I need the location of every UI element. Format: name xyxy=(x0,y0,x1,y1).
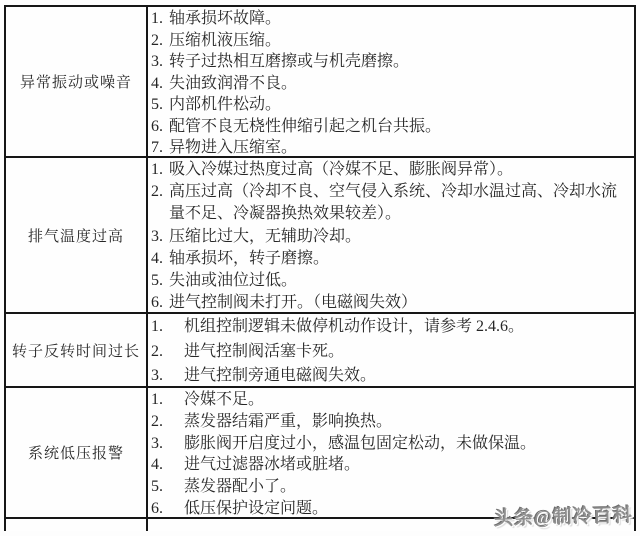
cause-item xyxy=(151,270,632,292)
cause-number: 3. xyxy=(151,53,163,70)
cause-list-cell xyxy=(148,314,634,386)
cause-item xyxy=(151,137,632,156)
cause-item xyxy=(151,8,632,30)
cause-item xyxy=(151,433,632,455)
cause-item xyxy=(151,51,632,73)
fault-category-cell xyxy=(6,388,148,517)
watermark-toutiao: 头条@制冷百科 xyxy=(494,505,634,530)
cause-list-cell xyxy=(148,388,634,517)
cause-text: 进气控制阀活塞卡死。 xyxy=(184,342,345,360)
cause-number: 6. xyxy=(151,499,163,517)
cause-text: 内部机件松动。 xyxy=(169,96,282,113)
cause-text: 高压过高（冷却不良、空气侵入系统、冷却水温过高、冷却水流量不足、冷凝器换热效果较差）。 xyxy=(169,183,618,223)
cause-number: 2. xyxy=(151,183,163,201)
cause-list-cell xyxy=(148,7,634,156)
cause-text: 进气控制旁通电磁阀失效。 xyxy=(184,367,377,384)
cause-number: 3. xyxy=(151,227,163,245)
fault-category-label: 系统低压报警 xyxy=(27,446,124,462)
cause-item xyxy=(151,340,632,365)
cause-item xyxy=(151,226,632,248)
cause-text: 冷媒不足。 xyxy=(184,391,265,408)
cause-text: 膨胀阀开启度过小，感温包固定松动，未做保温。 xyxy=(184,434,537,452)
fault-category-cell xyxy=(6,314,148,386)
cause-text: 蒸发器结霜严重，影响换热。 xyxy=(184,412,393,430)
cause-item xyxy=(151,364,632,386)
table-row-rotor-reverse-too-long xyxy=(6,314,634,388)
cause-number: 1. xyxy=(151,161,163,178)
table-row-low-pressure-alarm xyxy=(6,388,634,519)
table-row-discharge-temp-high xyxy=(6,158,634,314)
fault-category-cell xyxy=(6,519,148,531)
cause-number: 4. xyxy=(151,249,163,267)
cause-item xyxy=(151,411,632,433)
cause-item xyxy=(151,292,632,312)
cause-text: 进气过滤器冰堵或脏堵。 xyxy=(184,456,361,474)
cause-number: 2. xyxy=(151,31,163,49)
cause-list-cell xyxy=(148,158,634,312)
cause-item xyxy=(151,94,632,116)
cause-text: 压缩比过大，无辅助冷却。 xyxy=(169,227,362,245)
cause-text: 吸入冷媒过热度过高（冷媒不足、膨胀阀异常）。 xyxy=(169,161,514,178)
cause-text: 轴承损坏故障。 xyxy=(169,10,282,27)
cause-item xyxy=(151,315,632,340)
cause-number: 1. xyxy=(151,318,163,335)
cause-text: 压缩机液压缩。 xyxy=(169,31,282,49)
cause-item xyxy=(151,476,632,498)
cause-item xyxy=(151,73,632,95)
cause-number: 1. xyxy=(151,10,163,27)
cause-number: 7. xyxy=(151,139,163,156)
fault-category-cell xyxy=(6,7,148,156)
cause-number: 4. xyxy=(151,74,163,92)
cause-item xyxy=(151,181,632,225)
cause-text: 机组控制逻辑未做停机动作设计，请参考 2.4.6。 xyxy=(184,318,525,335)
cause-number: 5. xyxy=(151,478,163,496)
cause-text: 异物进入压缩室。 xyxy=(169,139,298,156)
cause-number: 2. xyxy=(151,342,163,360)
cause-number: 6. xyxy=(151,117,163,135)
cause-item xyxy=(151,389,632,411)
cause-text: 进气控制阀未打开。（电磁阀失效） xyxy=(169,294,418,312)
fault-category-cell xyxy=(6,158,148,312)
cause-text: 低压保护设定问题。 xyxy=(184,499,329,517)
cause-number: 3. xyxy=(151,434,163,452)
cause-item xyxy=(151,116,632,138)
cause-text: 转子过热相互磨擦或与机壳磨擦。 xyxy=(169,53,410,70)
cause-number: 3. xyxy=(151,367,163,384)
cause-number: 5. xyxy=(151,272,163,290)
cause-text: 轴承损坏，转子磨擦。 xyxy=(169,249,330,267)
cause-number: 4. xyxy=(151,456,163,474)
table-row-abnormal-vibration xyxy=(6,7,634,158)
cause-text: 失油致润滑不良。 xyxy=(169,74,298,92)
cause-number: 6. xyxy=(151,294,163,312)
cause-number: 5. xyxy=(151,96,163,113)
fault-category-label: 转子反转时间过长 xyxy=(11,343,140,360)
cause-number: 2. xyxy=(151,412,163,430)
cause-item xyxy=(151,248,632,270)
fault-category-label: 排气温度过高 xyxy=(27,228,124,245)
cause-item xyxy=(151,454,632,476)
cause-number: 1. xyxy=(151,391,163,408)
cause-item xyxy=(151,30,632,52)
cause-text: 失油或油位过低。 xyxy=(169,272,298,290)
cause-text: 蒸发器配小了。 xyxy=(184,478,297,496)
fault-category-label: 异常振动或噪音 xyxy=(19,75,132,91)
cause-text: 配管不良无桡性伸缩引起之机台共振。 xyxy=(169,117,442,135)
cause-item xyxy=(151,159,632,181)
troubleshooting-table xyxy=(4,5,636,531)
